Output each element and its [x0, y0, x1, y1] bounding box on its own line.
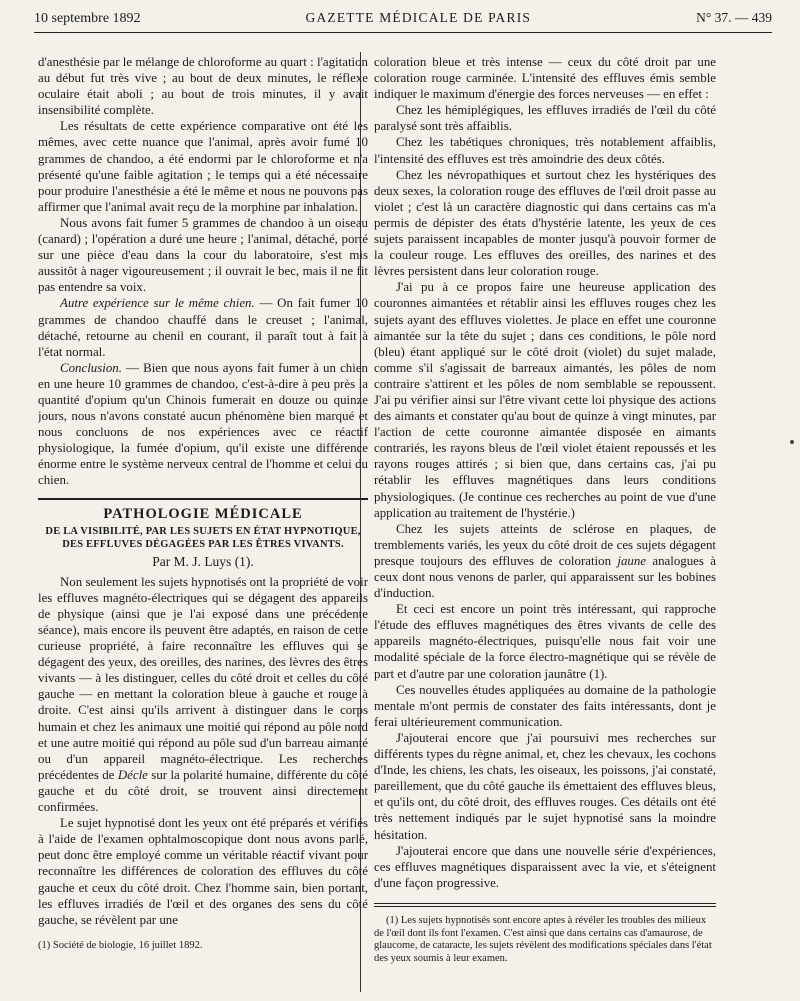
- paragraph: Ces nouvelles études appliquées au domaine de la pathologie mentale m'ont permis de constater des faits intéressants, dont je ferai ultérieurement communication.: [374, 682, 716, 729]
- left-column: [38, 54, 368, 960]
- author-line: Par M. J. Luys (1).: [152, 553, 254, 569]
- footnote-rule: [374, 903, 716, 907]
- footnote: (1) Société de biologie, 16 juillet 1892.: [38, 940, 203, 951]
- page-header: [34, 10, 772, 33]
- paragraph: Chez les hémiplégiques, les effluves irradiés de l'œil du côté paralysé sont très affaiblis.: [374, 103, 716, 134]
- article-title: DE LA VISIBILITÉ, PAR LES SUJETS EN ÉTAT HYPNOTIQUE, DES EFFLUVES DÉGAGÉES PAR LES ÊTRES VIVANTS.: [45, 525, 361, 550]
- paragraph: J'ai pu à ce propos faire une heureuse application des couronnes aimantées et rétablir ainsi les effluves rouges chez les sujets ayant des effluves violettes. Je place en effet une couronne aimantée sur la tête du sujet ; dans ces conditions, le pôle nord (bleu) étant appliqué sur le côté droit (violet) du sujet malade, comme s'il s'agissait de barreaux aimantés, les pôles de nom contraire s'attirent et les pôles de nom semblable se repoussent. J'ai pu vérifier ainsi sur l'être vivant cette loi physique des actions des aimants et constater qu'au bout de quinze à vingt minutes, par l'action de cette couronne aimantée disposée en aimants contrariés, les rayons bleus de l'œil violet étaient repoussés et les rayons rouges attirés ; si bien que, dans certains cas, j'ai pu rétablir les effluves magnétiques dans leurs conditions physiologiques. (Je continue ces recherches au point de vue d'une application au traitement de l'hystérie.): [374, 280, 716, 520]
- paragraph: J'ajouterai encore que dans une nouvelle série d'expériences, ces effluves magnétiques disparaissent avec la vie, et s'éteignent d'une façon progressive.: [374, 843, 716, 890]
- paragraph: coloration bleue et très intense — ceux du côté droit par une coloration rouge carminée. L'intensité des effluves émis semble indiquer le maximum d'énergie des forces nerveuses — en effet :: [374, 55, 716, 102]
- paragraph: d'anesthésie par le mélange de chloroforme au quart : l'agitation au début fut très vive ; au bout de deux minutes, le réflexe oculaire était aboli ; au bout de trois minutes, il y avait insensibilité complète.: [38, 55, 368, 118]
- paragraph: Chez les névropathiques et surtout chez les hystériques des deux sexes, la coloration rouge des effluves de l'œil droit passe au violet ; c'est là un caractère diagnostic qui dans certains cas m'a permis de dépister des états d'hystérie latente, les yeux de ces sujets paraissent incapables de monter jusqu'à pouvoir former de la couleur rouge. Les effluves des oreilles, des narines et des lèvres persistent dans leur coloration rouge.: [374, 167, 716, 279]
- paragraph: Conclusion. — Bien que nous ayons fait fumer à un chien en une heure 10 grammes de chandoo, c'est-à-dire à peu près la quantité d'opium qu'un Chinois fumerait en douze ou quinze jours, nous n'avons constaté aucun phénomène bien marqué et nous concluons de nos expériences avec ce réactif physiologique, la fumée d'opium, qu'il existe une différence énorme entre le système nerveux central de l'homme et celui du chien.: [38, 360, 368, 488]
- run-in-heading: Autre expérience sur le même chien.: [60, 296, 255, 311]
- paragraph: Autre expérience sur le même chien. — On fait fumer 10 grammes de chandoo chauffé dans le creuset ; l'animal, détaché, retourne au chenil en courant, il paraît tout à fait à l'état normal.: [38, 296, 368, 359]
- footnote: (1) Les sujets hypnotisés sont encore aptes à révéler les troubles des milieux de l'œil dont ils font l'examen. C'est ainsi que dans certains cas d'amaurose, de glaucome, de cataracte, les sujets révèlent des modifications spéciales dans l'état des yeux soumis à leur examen.: [374, 915, 712, 964]
- paragraph: Chez les sujets atteints de sclérose en plaques, de tremblements variés, les yeux du côté droit de ces sujets dégagent presque toujours des effluves de coloration jaune analogues à ceux dont nous venons de parler, qui apparaissent sur les bobines d'induction.: [374, 521, 716, 601]
- paragraph: Non seulement les sujets hypnotisés ont la propriété de voir les effluves magnéto-électriques qui se dégagent des appareils de physique (ainsi que je l'ai exposé dans une précédente séance), mais encore ils peuvent être adaptés, en raison de cette curieuse propriété, à faire reconnaître les effluves qui se dégagent des yeux, des oreilles, des narines, des lèvres des êtres vivants — à les distinguer, celles du côté droit et celles du côté gauche — en mettant la coloration bleue à gauche et rouge à droite. C'est ainsi qu'ils arrivent à distinguer dans le corps humain et chez les animaux une moitié qui répond au pôle nord et une autre moitié qui répond au pôle sud d'un barreau aimanté ou d'un appareil magnéto-électrique. Les recherches précédentes de Décle sur la polarité humaine, différente du côté gauche et du côté droit, se trouvent ainsi directement confirmées.: [38, 574, 368, 815]
- paragraph: Le sujet hypnotisé dont les yeux ont été préparés et vérifiés à l'aide de l'examen ophtalmoscopique dont nous avons parlé, peut donc être employé comme un véritable réactif vivant pour reconnaître les différences de coloration des effluves du côté gauche et ceux du côté droit. Chez l'homme sain, bien portant, les effluves irradiés de l'œil et des organes des sens du côté gauche, se révèlent par une: [38, 816, 368, 927]
- paragraph: Et ceci est encore un point très intéressant, qui rapproche l'étude des effluves magnétiques des êtres vivants de celle des appareils magnéto-électriques, puisqu'elle nous fait voir une modalité spéciale de la force électro-magnétique qui se révèle de part et d'autre par une coloration jaunâtre (1).: [374, 602, 716, 681]
- binding-hole: [790, 440, 794, 444]
- paragraph: Les résultats de cette expérience comparative ont été les mêmes, avec cette nuance que l'animal, après avoir fumé 10 grammes de chandoo, a été endormi par le chloroforme et n'a présenté qu'une faible agitation ; le temps qui a été nécessaire pour produire l'anesthésie a été le même et nous ne pouvons pas affirmer que l'animal avait reçu de la morphine par inhalation.: [38, 119, 368, 214]
- paragraph: Chez les tabétiques chroniques, très notablement affaiblis, l'intensité des effluves est très amoindrie des deux côtés.: [374, 135, 716, 166]
- run-in-heading: Conclusion.: [60, 360, 122, 375]
- issue-date: 10 septembre 1892: [34, 11, 141, 26]
- paragraph: Nous avons fait fumer 5 grammes de chandoo à un oiseau (canard) ; l'opération a duré une heure ; l'animal, détaché, porté sur une pièce d'eau dans la cour du laboratoire, s'est mis aussitôt à nager vigoureusement ; il ouvrait le bec, mais il ne fit pas entendre sa voix.: [38, 215, 368, 295]
- right-column: [374, 54, 716, 974]
- page-number: N° 37. — 439: [696, 10, 772, 25]
- right-footnote-block: [374, 895, 716, 965]
- section-rule: [38, 498, 368, 500]
- journal-title: GAZETTE MÉDICALE DE PARIS: [305, 10, 532, 25]
- paragraph: J'ajouterai encore que j'ai poursuivi mes recherches sur différents types du règne animal, et, chez les chevaux, les cochons d'Inde, les chiens, les chats, les oiseaux, les poissons, j'ai constaté, pareillement, que du côté gauche ils émettaient des effluves bleus, et qu'ils ont, du côté droit, des effluves rouges. Ces détails ont été très nettement indiqués par le sujet hypnotisé sans la moindre hésitation.: [374, 730, 716, 842]
- section-title: PATHOLOGIE MÉDICALE: [103, 505, 303, 522]
